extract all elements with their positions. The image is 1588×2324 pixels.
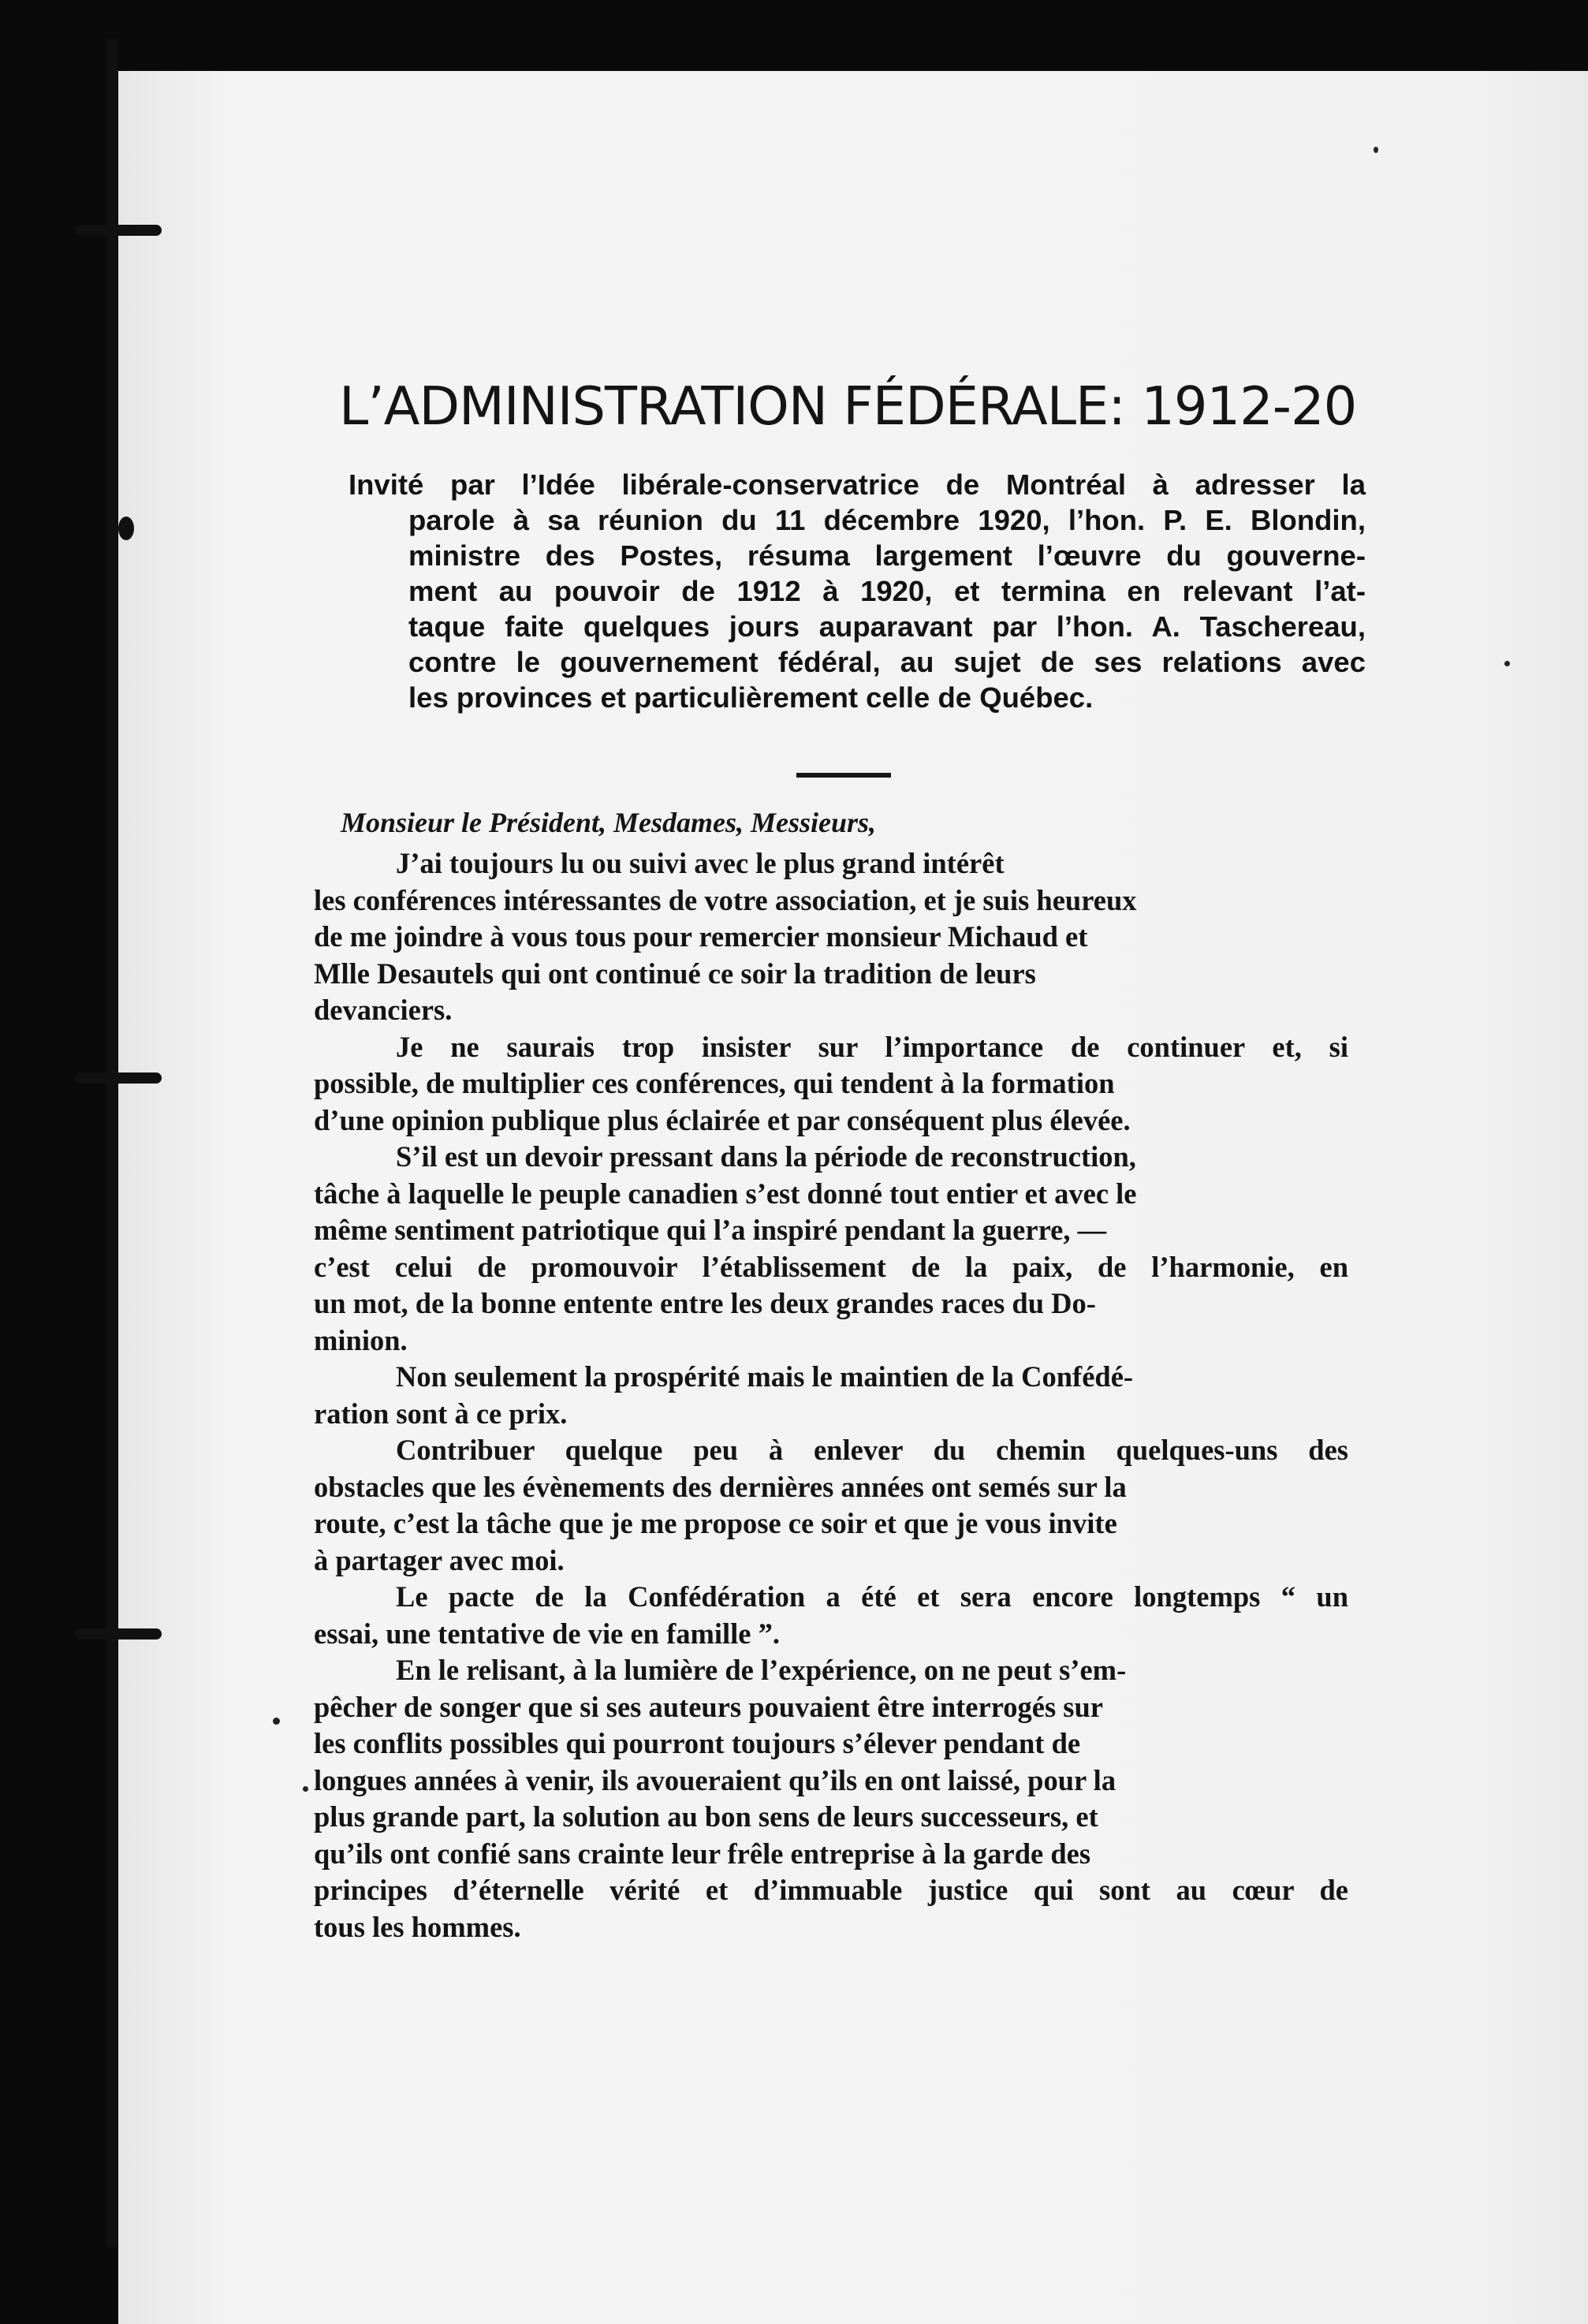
binding-edge	[106, 39, 117, 2248]
scan-speck	[1504, 661, 1510, 666]
paragraph	[314, 1139, 1348, 1359]
text-line: devanciers.	[314, 994, 453, 1026]
binding-mark	[118, 517, 134, 540]
paragraph	[314, 845, 1348, 1029]
text-line: tâche à laquelle le peuple canadien s’est donné tout entier et avec le	[314, 1177, 1137, 1210]
summary-line: taque faite quelques jours auparavant par l’hon. A. Taschereau,	[408, 610, 1366, 643]
body-text	[314, 845, 1348, 1945]
text-line: même sentiment patriotique qui l’a inspiré pendant la guerre, —	[314, 1214, 1107, 1246]
text-line: Le pacte de la Confédération a été et sera encore longtemps “ un	[396, 1580, 1348, 1613]
text-line: c’est celui de promouvoir l’établissement de la paix, de l’harmonie, en	[314, 1250, 1348, 1283]
binding-stitch	[75, 225, 162, 236]
text-line: S’il est un devoir pressant dans la période de reconstruction,	[396, 1140, 1136, 1173]
text-line: J’ai toujours lu ou suivi avec le plus grand intérêt	[396, 847, 1005, 879]
text-line: obstacles que les évènements des dernières années ont semés sur la	[314, 1470, 1127, 1503]
text-line: Non seulement la prospérité mais le maintien de la Confédé-	[396, 1360, 1134, 1393]
paragraph	[314, 1652, 1348, 1945]
summary-line: Invité par l’Idée libérale-conservatrice de Montréal à adresser la	[349, 468, 1366, 501]
summary-line: les provinces et particulièrement celle de Québec.	[408, 681, 1094, 714]
text-line: Je ne saurais trop insister sur l’importance de continuer et, si	[396, 1030, 1348, 1063]
summary-line: ministre des Postes, résuma largement l’œuvre du gouverne-	[408, 539, 1366, 572]
text-line: les conflits possibles qui pourront toujours s’élever pendant de	[314, 1727, 1081, 1759]
paragraph	[314, 1432, 1348, 1579]
text-line: pêcher de songer que si ses auteurs pouvaient être interrogés sur	[314, 1690, 1103, 1723]
text-line: route, c’est la tâche que je me propose ce soir et que je vous invite	[314, 1507, 1117, 1539]
binding-stitch	[75, 1628, 162, 1639]
text-line: d’une opinion publique plus éclairée et par conséquent plus élevée.	[314, 1103, 1131, 1136]
document-title: L’ADMINISTRATION FÉDÉRALE: 1912-20	[339, 375, 1357, 437]
scan-speck	[1374, 147, 1378, 153]
text-line: les conférences intéressantes de votre association, et je suis heureux	[314, 883, 1137, 916]
text-line: ration sont à ce prix.	[314, 1397, 568, 1430]
text-line: Mlle Desautels qui ont continué ce soir la tradition de leurs	[314, 957, 1036, 990]
text-line: longues années à venir, ils avoueraient qu’ils en ont laissé, pour la	[314, 1763, 1116, 1796]
summary-line: contre le gouvernement fédéral, au sujet de ses relations avec	[408, 646, 1366, 678]
text-line: un mot, de la bonne entente entre les deux grandes races du Do-	[314, 1287, 1096, 1319]
summary-line: ment au pouvoir de 1912 à 1920, et termina en relevant l’at-	[408, 575, 1366, 607]
text-line: tous les hommes.	[314, 1910, 521, 1943]
paragraph	[314, 1359, 1348, 1432]
text-line: minion.	[314, 1323, 408, 1356]
text-line: En le relisant, à la lumière de l’expérience, on ne peut s’em-	[396, 1654, 1127, 1686]
paragraph	[314, 1029, 1348, 1140]
binding-stitch	[75, 1072, 162, 1084]
salutation: Monsieur le Président, Mesdames, Messieurs,	[341, 807, 877, 838]
text-line: qu’ils ont confié sans crainte leur frêle entreprise à la garde des	[314, 1837, 1091, 1870]
section-divider	[796, 773, 891, 778]
scan-speck	[303, 1786, 308, 1792]
text-line: Contribuer quelque peu à enlever du chemin quelques-uns des	[396, 1434, 1348, 1466]
text-line: essai, une tentative de vie en famille ”.	[314, 1617, 781, 1650]
scan-speck	[273, 1718, 280, 1725]
text-line: de me joindre à vous tous pour remercier monsieur Michaud et	[314, 920, 1088, 953]
summary-line: parole à sa réunion du 11 décembre 1920, l’hon. P. E. Blondin,	[408, 504, 1366, 536]
text-line: à partager avec moi.	[314, 1543, 565, 1576]
text-line: possible, de multiplier ces conférences, qui tendent à la formation	[314, 1067, 1115, 1099]
paragraph	[314, 1579, 1348, 1652]
text-line: plus grande part, la solution au bon sens de leurs successeurs, et	[314, 1800, 1098, 1833]
text-line: principes d’éternelle vérité et d’immuable justice qui sont au cœur de	[314, 1874, 1348, 1906]
document-summary	[349, 467, 1366, 715]
